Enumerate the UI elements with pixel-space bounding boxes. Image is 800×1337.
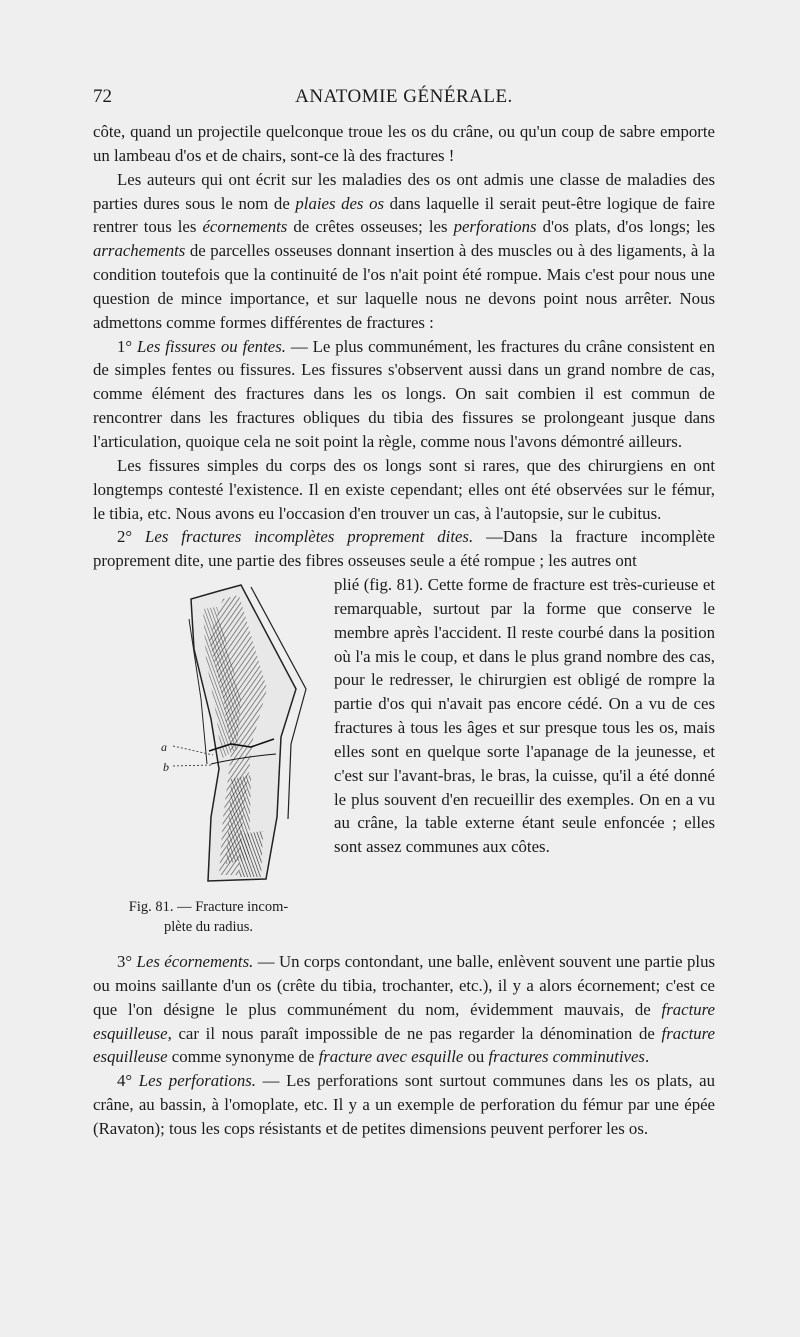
section-title-fissures: Les fissures ou fentes.	[137, 336, 286, 356]
running-title: ANATOMIE GÉNÉRALE.	[295, 86, 513, 107]
section-title-perforations: Les perforations.	[138, 1071, 256, 1091]
page-number: 72	[93, 86, 112, 107]
section-title-ecornements: Les écornements.	[136, 952, 254, 972]
body-text	[93, 120, 715, 1141]
paragraph-4: Les fissures simples du corps des os longs sont si rares, que des chirurgiens en ont longtemps contesté l'existence. Il en existe cependant; elles ont été observées sur le fémur, le tibia, etc. Nous avons eu l'occasion d'en trouver un cas, à l'autopsie, sur le cubitus.	[93, 455, 715, 523]
paragraph-1: côte, quand un projectile quelconque troue les os du crâne, ou qu'un coup de sabre emporte un lambeau d'os et de chairs, sont-ce là des fractures !	[93, 122, 715, 165]
figure-caption: Fig. 81. — Fracture incom- plète du radius.	[128, 899, 289, 936]
page-header	[93, 86, 715, 114]
paragraph-fissures: 1° Les fissures ou fentes. — Le plus communément, les fractures du crâne consistent en de simples fentes ou fissures. Les fissures s'observent aussi dans un grand nombre de cas, comme élément des fractures dans les os longs. On sait combien il est commun de rencontrer dans les fractures obliques du tibia des fissures se prolongeant jusque dans l'articulation, quoique cela ne soit point la règle, comme nous l'avons démontré ailleurs.	[93, 336, 715, 451]
figure-label-a: a	[161, 740, 167, 755]
paragraph-perforations: 4° Les perforations. — Les perforations sont surtout communes dans les os plats, au crâne, au bassin, à l'omoplate, etc. Il y a un exemple de perforation du fémur par une épée (Ravaton); tous les cops résistants et de petites dimensions peuvent perforer les os.	[93, 1071, 716, 1138]
paragraph-incompletes: 2° Les fractures incomplètes proprement dites. —Dans la fracture incomplète proprement dite, une partie des fibres osseuses seule a été rompue ; les autres ont	[93, 527, 716, 571]
radius-fracture-illustration	[91, 579, 326, 897]
paragraph-incompletes-continued: plié (fig. 81). Cette forme de fracture est très-curieuse et remarquable, surtout par la forme que conserve le membre après l'accident. Il reste courbé dans la position où l'a mis le coup, et dans le plus grand nombre des cas, pour le redresser, le chirurgien est obligé de rompre la partie d'os qui n'avait pas encore cédé. On a vu de ces fractures à tous les âges et sur presque tous les os, mais elles sont en quelque sorte l'apanage de la jeunesse, et c'est sur l'avant-bras, le bras, la cuisse, qu'il a été donné le plus souvent d'en recueillir des exemples. On en a vu au crâne, la table externe étant seule enfoncée ; elles sont assez communes aux côtes.	[334, 575, 715, 857]
paragraph-2: Les auteurs qui ont écrit sur les maladies des os ont admis une classe de maladies des parties dures sous le nom de plaies des os dans laquelle il serait peut-être logique de faire rentrer tous les écornements de crêtes osseuses; les perforations d'os plats, d'os longs; les arrachements de parcelles osseuses donnant insertion à des muscles ou à des ligaments, à la condition toutefois que la continuité de l'os n'ait point été rompue. Mais c'est pour nous une question de mince importance, et sur laquelle nous ne devons point nous arrêter. Nous admettons comme formes différentes de fractures :	[93, 169, 716, 332]
figure-label-b: b	[163, 760, 169, 775]
paragraph-ecornements: 3° Les écornements. — Un corps contondant, une balle, enlèvent souvent une partie plus ou moins saillante d'un os (crête du tibia, trochanter, etc.), il y a alors écornement; c'est ce que l'on désigne le plus communément du nom, évidemment mauvais, de fracture esquilleuse, car il nous paraît impossible de ne pas regarder la dénomination de fracture esquilleuse comme synonyme de fracture avec esquille ou fractures comminutives.	[93, 952, 716, 1067]
section-title-incompletes: Les fractures incomplètes proprement dites.	[145, 527, 474, 547]
figure-81	[91, 579, 326, 950]
